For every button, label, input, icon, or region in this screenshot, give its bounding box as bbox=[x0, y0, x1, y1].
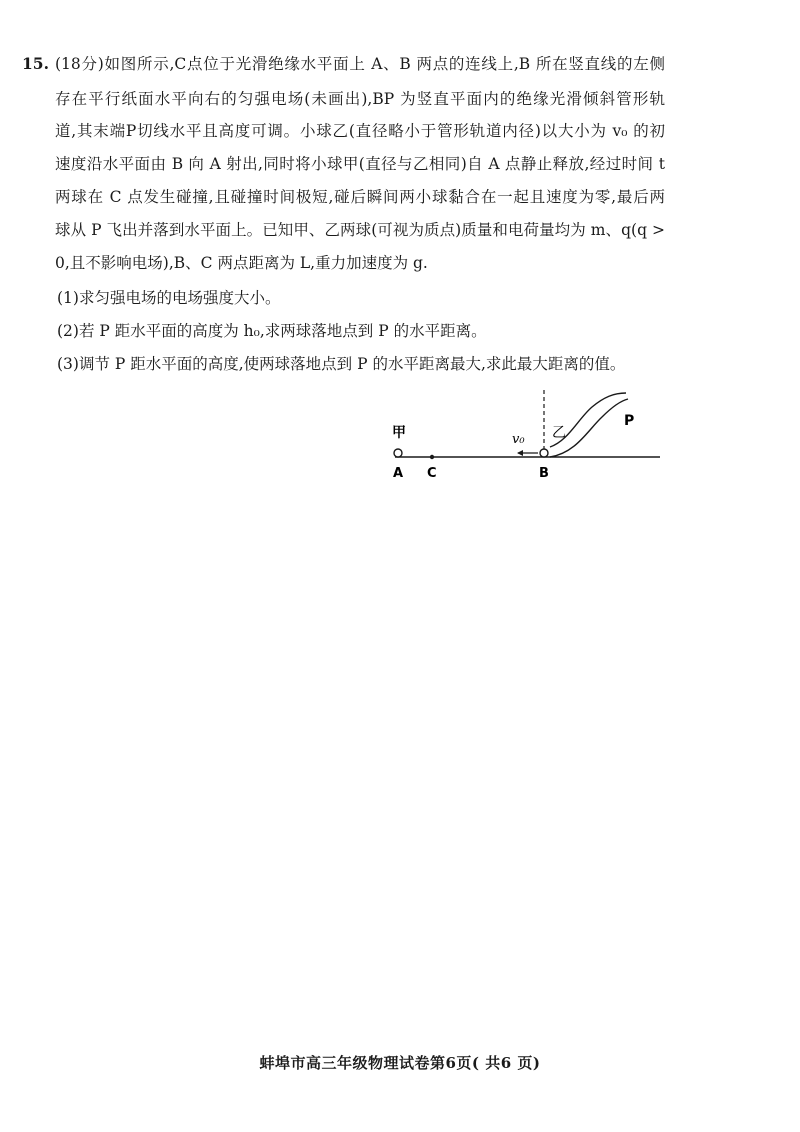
question-line-1: (18分)如图所示,C点位于光滑绝缘水平面上 A、B 两点的连线上,B 所在竖直线的左侧 bbox=[55, 55, 665, 73]
question-line-6: 球从 P 飞出并落到水平面上。已知甲、乙两球(可视为质点)质量和电荷量均为 m、q(q > bbox=[55, 221, 665, 239]
point-c bbox=[430, 455, 434, 459]
question-line-4: 速度沿水平面由 B 向 A 射出,同时将小球甲(直径与乙相同)自 A 点静止释放,经过时间 t bbox=[55, 155, 665, 173]
page-footer: 蚌埠市高三年级物理试卷第6页( 共6 页) bbox=[259, 1054, 541, 1072]
question-number: 15. bbox=[22, 54, 49, 73]
physics-diagram bbox=[380, 385, 680, 485]
question-line-3: 道,其末端P切线水平且高度可调。小球乙(直径略小于管形轨道内径)以大小为 v₀ 的初 bbox=[55, 122, 665, 140]
label-v0: v₀ bbox=[512, 432, 525, 447]
label-b: B bbox=[539, 466, 549, 481]
question-line-2: 存在平行纸面水平向右的匀强电场(未画出),BP 为竖直平面内的绝缘光滑倾斜管形轨 bbox=[55, 90, 665, 108]
sub-question-2: (2)若 P 距水平面的高度为 h₀,求两球落地点到 P 的水平距离。 bbox=[57, 322, 487, 340]
sub-question-1: (1)求匀强电场的电场强度大小。 bbox=[57, 289, 281, 307]
question-line-5: 两球在 C 点发生碰撞,且碰撞时间极短,碰后瞬间两小球黏合在一起且速度为零,最后两 bbox=[55, 188, 665, 206]
sub-question-3: (3)调节 P 距水平面的高度,使两球落地点到 P 的水平距离最大,求此最大距离的值。 bbox=[57, 355, 626, 373]
ball-jia bbox=[394, 449, 402, 457]
label-c: C bbox=[427, 466, 437, 481]
ball-yi bbox=[540, 449, 548, 457]
label-jia: 甲 bbox=[392, 425, 406, 441]
label-yi: 乙 bbox=[552, 425, 566, 441]
label-a: A bbox=[393, 466, 404, 481]
label-p: P bbox=[624, 413, 635, 429]
question-line-7: 0,且不影响电场),B、C 两点距离为 L,重力加速度为 g. bbox=[55, 254, 428, 272]
velocity-arrow-head bbox=[517, 450, 523, 456]
